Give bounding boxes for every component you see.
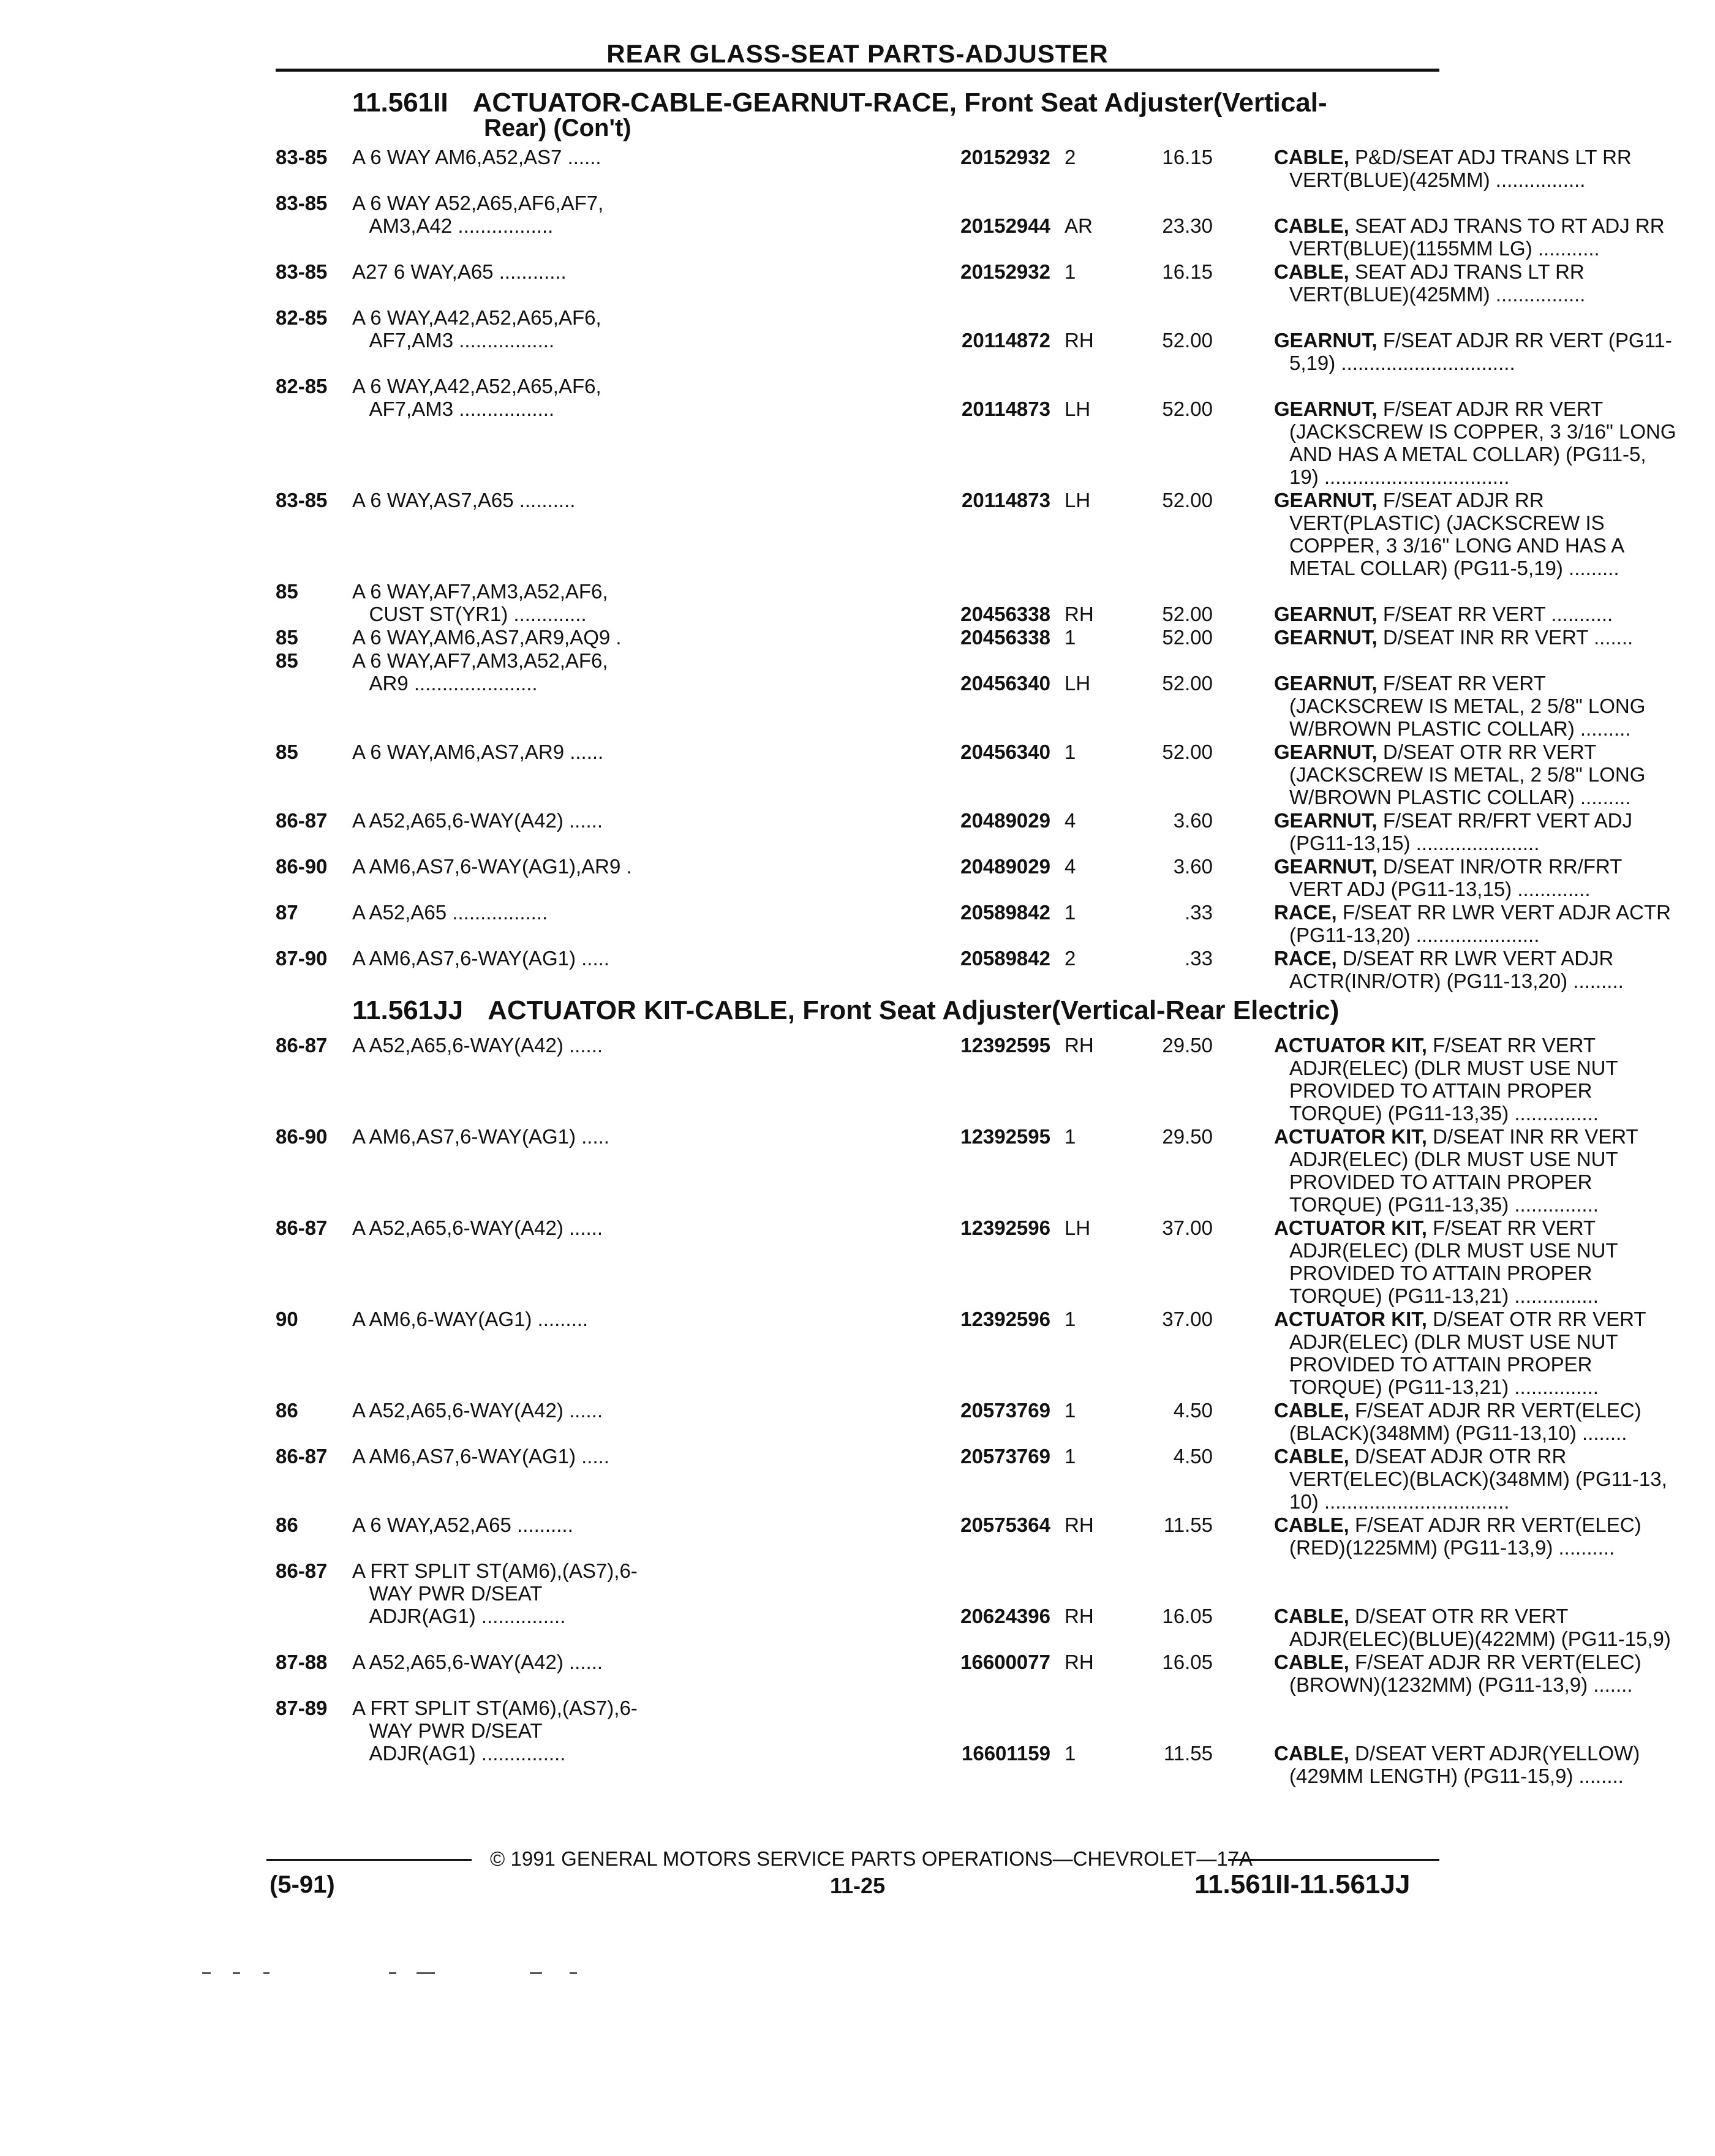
year-cell: 90	[276, 1308, 298, 1330]
application-cell: A A52,A65,6-WAY(A42) ......	[352, 1651, 603, 1673]
quantity-cell: RH	[1065, 1034, 1094, 1057]
price-cell: 16.15	[1162, 146, 1213, 168]
price-cell: 16.15	[1162, 260, 1213, 283]
application-cell: A A52,A65,6-WAY(A42) ......	[352, 1399, 603, 1422]
year-cell: 87-90	[276, 947, 328, 970]
year-cell: 86	[276, 1399, 298, 1422]
quantity-cell: LH	[1065, 489, 1091, 511]
description-text: D/SEAT INR RR VERT .......	[1377, 626, 1634, 649]
footer-rule-left	[266, 1859, 472, 1861]
description-text: D/SEAT OTR RR VERT	[1427, 1308, 1646, 1330]
description-cell	[1274, 1605, 1715, 1650]
description-part-name: ACTUATOR KIT,	[1274, 1034, 1427, 1057]
header-rule	[276, 69, 1439, 72]
section1-title-line2: Rear) (Con't)	[484, 115, 631, 141]
description-part-name: CABLE,	[1274, 1651, 1349, 1673]
application-cell: A A52,A65,6-WAY(A42) ......	[352, 1034, 603, 1057]
part-number-cell: 20114873	[961, 398, 1050, 420]
description-cell	[1274, 260, 1715, 306]
quantity-cell: 1	[1065, 1125, 1076, 1148]
description-cell	[1274, 1308, 1715, 1398]
description-continuation: VERT(BLUE)(1155MM LG) ...........	[1289, 237, 1600, 260]
description-continuation: 5,19) ...............................	[1289, 352, 1515, 374]
description-text: D/SEAT INR/OTR RR/FRT	[1377, 855, 1623, 878]
description-cell	[1274, 214, 1715, 260]
year-cell: 86-90	[276, 855, 328, 878]
year-cell: 82-85	[276, 375, 328, 398]
description-text: D/SEAT OTR RR VERT	[1377, 741, 1597, 763]
application-cell: A27 6 WAY,A65 ............	[352, 260, 567, 283]
description-continuation: (BROWN)(1232MM) (PG11-13,9) .......	[1289, 1673, 1633, 1696]
description-continuation: VERT(PLASTIC) (JACKSCREW IS COPPER, 3 3/16" LONG AND HAS A METAL COLLAR) (PG11-5,19) .........	[1289, 511, 1625, 579]
description-continuation: (JACKSCREW IS METAL, 2 5/8" LONG W/BROWN PLASTIC COLLAR) .........	[1289, 695, 1646, 740]
description-cell	[1274, 855, 1715, 900]
description-part-name: GEARNUT,	[1274, 603, 1378, 625]
description-part-name: GEARNUT,	[1274, 626, 1378, 649]
application-cell: A 6 WAY,A52,A65 ..........	[352, 1513, 573, 1536]
description-continuation: ACTR(INR/OTR) (PG11-13,20) .........	[1289, 970, 1624, 992]
quantity-cell: 1	[1065, 901, 1076, 924]
application-cell: A AM6,6-WAY(AG1) .........	[352, 1308, 589, 1330]
quantity-cell: 1	[1065, 1742, 1076, 1765]
price-cell: 3.60	[1173, 809, 1213, 832]
price-cell: 52.00	[1162, 398, 1213, 420]
part-number-cell: 20456338	[960, 626, 1050, 649]
year-cell: 87-88	[276, 1651, 328, 1673]
quantity-cell: RH	[1065, 1651, 1094, 1673]
description-text: F/SEAT RR VERT	[1377, 672, 1546, 695]
description-part-name: RACE,	[1274, 901, 1337, 924]
description-part-name: CABLE,	[1274, 146, 1349, 168]
year-cell: 86	[276, 1513, 298, 1536]
part-number-cell: 20624396	[960, 1605, 1050, 1627]
description-continuation: ADJR(ELEC)(BLUE)(422MM) (PG11-15,9)	[1289, 1627, 1671, 1650]
scan-specks	[196, 1972, 625, 1978]
part-number-cell: 16600077	[960, 1651, 1050, 1673]
description-part-name: GEARNUT,	[1274, 398, 1378, 420]
price-cell: .33	[1185, 901, 1213, 924]
description-part-name: CABLE,	[1274, 1742, 1349, 1765]
description-part-name: CABLE,	[1274, 1445, 1349, 1468]
part-number-cell: 12392596	[960, 1308, 1050, 1330]
part-number-cell: 20589842	[960, 901, 1050, 924]
description-part-name: GEARNUT,	[1274, 855, 1378, 878]
application-cell: A 6 WAY,A42,A52,A65,AF6, AF7,AM3 .................	[352, 306, 601, 352]
quantity-cell: 1	[1065, 1445, 1076, 1468]
description-cell	[1274, 1216, 1715, 1307]
description-cell	[1274, 1651, 1715, 1696]
description-cell	[1274, 1034, 1715, 1125]
price-cell: 29.50	[1162, 1034, 1213, 1057]
price-cell: 52.00	[1162, 741, 1213, 763]
quantity-cell: LH	[1065, 398, 1091, 420]
description-text: F/SEAT RR VERT	[1427, 1034, 1596, 1057]
part-number-cell: 20456338	[960, 603, 1050, 625]
part-number-cell: 12392595	[960, 1034, 1050, 1057]
description-text: F/SEAT RR VERT	[1427, 1216, 1596, 1239]
description-part-name: GEARNUT,	[1274, 329, 1378, 352]
description-part-name: GEARNUT,	[1274, 741, 1378, 763]
description-part-name: RACE,	[1274, 947, 1337, 970]
price-cell: 52.00	[1162, 329, 1213, 352]
description-continuation: (JACKSCREW IS COPPER, 3 3/16" LONG AND HAS A METAL COLLAR) (PG11-5, 19) .................................	[1289, 420, 1676, 488]
description-text: D/SEAT OTR RR VERT	[1349, 1605, 1569, 1627]
description-cell	[1274, 146, 1715, 191]
description-cell	[1274, 672, 1715, 740]
application-cell: A 6 WAY,AM6,AS7,AR9,AQ9 .	[352, 626, 622, 649]
price-cell: 3.60	[1173, 855, 1213, 878]
year-cell: 86-87	[276, 809, 328, 832]
quantity-cell: LH	[1065, 1216, 1091, 1239]
section1-title-line1: ACTUATOR-CABLE-GEARNUT-RACE, Front Seat Adjuster(Vertical-	[472, 88, 1327, 118]
price-cell: 37.00	[1162, 1308, 1213, 1330]
price-cell: 52.00	[1162, 489, 1213, 511]
description-cell	[1274, 1125, 1715, 1216]
quantity-cell: 1	[1065, 626, 1076, 649]
price-cell: 11.55	[1163, 1513, 1213, 1536]
description-text: D/SEAT INR RR VERT	[1427, 1125, 1638, 1148]
application-cell: A A52,A65,6-WAY(A42) ......	[352, 809, 603, 832]
price-cell: 11.55	[1163, 1742, 1213, 1765]
application-cell: A AM6,AS7,6-WAY(AG1) .....	[352, 1125, 609, 1148]
price-cell: .33	[1185, 947, 1213, 970]
description-text: P&D/SEAT ADJ TRANS LT RR	[1349, 146, 1632, 168]
quantity-cell: 1	[1065, 1399, 1076, 1422]
application-cell: A 6 WAY,AS7,A65 ..........	[352, 489, 576, 511]
description-part-name: ACTUATOR KIT,	[1274, 1125, 1427, 1148]
application-cell: A 6 WAY A52,A65,AF6,AF7, AM3,A42 .................	[352, 192, 604, 237]
description-continuation: VERT(BLUE)(425MM) ................	[1289, 168, 1586, 191]
description-cell	[1274, 1513, 1715, 1559]
year-cell: 83-85	[276, 192, 328, 214]
application-cell: A 6 WAY AM6,A52,AS7 ......	[352, 146, 601, 168]
quantity-cell: RH	[1065, 329, 1094, 352]
section2-title	[352, 995, 1455, 1025]
year-cell: 86-87	[276, 1034, 328, 1057]
description-text: F/SEAT RR LWR VERT ADJR ACTR	[1336, 901, 1671, 924]
description-text: D/SEAT ADJR OTR RR	[1349, 1445, 1567, 1468]
description-continuation: (PG11-13,20) ......................	[1289, 924, 1540, 946]
description-cell	[1274, 947, 1715, 992]
year-cell: 83-85	[276, 146, 328, 168]
description-cell	[1274, 1399, 1715, 1444]
description-cell	[1274, 329, 1715, 374]
description-continuation: ADJR(ELEC) (DLR MUST USE NUT PROVIDED TO ATTAIN PROPER TORQUE) (PG11-13,35) ...............	[1289, 1057, 1618, 1125]
quantity-cell: LH	[1065, 672, 1091, 695]
part-number-cell: 20152944	[960, 214, 1050, 237]
description-text: F/SEAT ADJR RR VERT (PG11-	[1377, 329, 1672, 352]
year-cell: 83-85	[276, 260, 328, 283]
description-text: F/SEAT RR/FRT VERT ADJ	[1377, 809, 1632, 832]
section1-title	[352, 88, 1455, 141]
description-continuation: (PG11-13,15) ......................	[1289, 832, 1540, 854]
price-cell: 4.50	[1173, 1445, 1213, 1468]
part-number-cell: 12392595	[960, 1125, 1050, 1148]
application-cell: A A52,A65 .................	[352, 901, 548, 924]
part-number-cell: 20456340	[960, 672, 1050, 695]
description-continuation: ADJR(ELEC) (DLR MUST USE NUT PROVIDED TO ATTAIN PROPER TORQUE) (PG11-13,21) ...............	[1289, 1330, 1618, 1398]
price-cell: 37.00	[1162, 1216, 1213, 1239]
footer-page-number: 11-25	[830, 1873, 886, 1898]
price-cell: 16.05	[1162, 1651, 1213, 1673]
year-cell: 86-90	[276, 1125, 328, 1148]
description-continuation: ADJR(ELEC) (DLR MUST USE NUT PROVIDED TO ATTAIN PROPER TORQUE) (PG11-13,21) ...............	[1289, 1239, 1618, 1307]
quantity-cell: 4	[1065, 809, 1076, 832]
price-cell: 29.50	[1162, 1125, 1213, 1148]
application-cell: A 6 WAY,AM6,AS7,AR9 ......	[352, 741, 604, 763]
year-cell: 86-87	[276, 1216, 328, 1239]
year-cell: 87	[276, 901, 298, 924]
description-cell	[1274, 626, 1715, 649]
part-number-cell: 20573769	[960, 1445, 1050, 1468]
application-cell: A AM6,AS7,6-WAY(AG1) .....	[352, 1445, 609, 1468]
application-cell: A 6 WAY,A42,A52,A65,AF6, AF7,AM3 .................	[352, 375, 601, 420]
description-text: F/SEAT ADJR RR VERT(ELEC)	[1349, 1399, 1642, 1422]
quantity-cell: 2	[1065, 947, 1076, 970]
part-number-cell: 20573769	[960, 1399, 1050, 1422]
description-cell	[1274, 809, 1715, 854]
description-continuation: (JACKSCREW IS METAL, 2 5/8" LONG W/BROWN PLASTIC COLLAR) .........	[1289, 763, 1646, 809]
description-text: D/SEAT VERT ADJR(YELLOW)	[1349, 1742, 1640, 1765]
description-continuation: (429MM LENGTH) (PG11-15,9) ........	[1289, 1765, 1624, 1787]
description-continuation: VERT ADJ (PG11-13,15) .............	[1289, 878, 1591, 900]
description-part-name: CABLE,	[1274, 1605, 1349, 1627]
quantity-cell: 1	[1065, 1308, 1076, 1330]
part-number-cell: 20152932	[960, 260, 1050, 283]
year-cell: 83-85	[276, 489, 328, 511]
description-continuation: VERT(ELEC)(BLACK)(348MM) (PG11-13, 10) .................................	[1289, 1468, 1667, 1513]
description-cell	[1274, 1445, 1715, 1513]
application-cell: A AM6,AS7,6-WAY(AG1),AR9 .	[352, 855, 632, 878]
price-cell: 23.30	[1162, 214, 1213, 237]
part-number-cell: 20152932	[960, 146, 1050, 168]
description-part-name: ACTUATOR KIT,	[1274, 1308, 1427, 1330]
part-number-cell: 20489029	[960, 855, 1050, 878]
quantity-cell: RH	[1065, 1513, 1094, 1536]
description-text: F/SEAT RR VERT ...........	[1377, 603, 1613, 625]
description-text: SEAT ADJ TRANS LT RR	[1349, 260, 1585, 283]
description-continuation: ADJR(ELEC) (DLR MUST USE NUT PROVIDED TO ATTAIN PROPER TORQUE) (PG11-13,35) ...............	[1289, 1148, 1618, 1216]
description-cell	[1274, 489, 1715, 579]
year-cell: 86-87	[276, 1445, 328, 1468]
year-cell: 85	[276, 741, 298, 763]
quantity-cell: 4	[1065, 855, 1076, 878]
description-cell	[1274, 741, 1715, 809]
application-cell: A FRT SPLIT ST(AM6),(AS7),6- WAY PWR D/SEAT ADJR(AG1) ...............	[352, 1697, 638, 1765]
footer-rule-right	[1228, 1859, 1439, 1861]
part-number-cell: 20589842	[960, 947, 1050, 970]
description-cell	[1274, 1742, 1715, 1787]
description-part-name: CABLE,	[1274, 1399, 1349, 1422]
description-cell	[1274, 603, 1715, 625]
price-cell: 16.05	[1162, 1605, 1213, 1627]
quantity-cell: RH	[1065, 603, 1094, 625]
application-cell: A FRT SPLIT ST(AM6),(AS7),6- WAY PWR D/SEAT ADJR(AG1) ...............	[352, 1559, 638, 1627]
part-number-cell: 20575364	[960, 1513, 1050, 1536]
description-part-name: GEARNUT,	[1274, 489, 1378, 511]
quantity-cell: 1	[1065, 741, 1076, 763]
quantity-cell: 1	[1065, 260, 1076, 283]
part-number-cell: 20114872	[961, 329, 1050, 352]
description-continuation: (RED)(1225MM) (PG11-13,9) ..........	[1289, 1536, 1615, 1559]
application-cell: A AM6,AS7,6-WAY(AG1) .....	[352, 947, 609, 970]
section1-code: 11.561II	[352, 88, 448, 118]
price-cell: 52.00	[1162, 672, 1213, 695]
description-text: F/SEAT ADJR RR VERT(ELEC)	[1349, 1651, 1642, 1673]
price-cell: 52.00	[1162, 603, 1213, 625]
footer-range: 11.561II-11.561JJ	[1194, 1869, 1411, 1899]
year-cell: 82-85	[276, 306, 328, 329]
section2-code: 11.561JJ	[352, 995, 464, 1025]
part-number-cell: 20114873	[961, 489, 1050, 511]
quantity-cell: 2	[1065, 146, 1076, 168]
application-cell: A A52,A65,6-WAY(A42) ......	[352, 1216, 603, 1239]
description-cell	[1274, 398, 1715, 488]
application-cell: A 6 WAY,AF7,AM3,A52,AF6, CUST ST(YR1) .............	[352, 580, 608, 625]
year-cell: 85	[276, 580, 298, 603]
description-continuation: (BLACK)(348MM) (PG11-13,10) ........	[1289, 1422, 1627, 1444]
description-part-name: CABLE,	[1274, 214, 1349, 237]
footer-date: (5-91)	[270, 1871, 335, 1898]
description-text: D/SEAT RR LWR VERT ADJR	[1336, 947, 1614, 970]
year-cell: 85	[276, 626, 298, 649]
description-part-name: GEARNUT,	[1274, 672, 1378, 695]
description-continuation: VERT(BLUE)(425MM) ................	[1289, 283, 1586, 306]
year-cell: 85	[276, 649, 298, 672]
quantity-cell: AR	[1065, 214, 1093, 237]
year-cell: 87-89	[276, 1697, 328, 1719]
description-cell	[1274, 901, 1715, 946]
part-number-cell: 12392596	[960, 1216, 1050, 1239]
description-text: F/SEAT ADJR RR VERT	[1377, 398, 1604, 420]
quantity-cell: RH	[1065, 1605, 1094, 1627]
part-number-cell: 16601159	[961, 1742, 1050, 1765]
description-part-name: CABLE,	[1274, 260, 1349, 283]
part-number-cell: 20456340	[960, 741, 1050, 763]
application-cell: A 6 WAY,AF7,AM3,A52,AF6, AR9 ......................	[352, 649, 608, 695]
section2-title-line1: ACTUATOR KIT-CABLE, Front Seat Adjuster(Vertical-Rear Electric)	[488, 995, 1340, 1025]
price-cell: 52.00	[1162, 626, 1213, 649]
description-text: F/SEAT ADJR RR VERT(ELEC)	[1349, 1513, 1642, 1536]
description-text: SEAT ADJ TRANS TO RT ADJ RR	[1349, 214, 1665, 237]
description-part-name: ACTUATOR KIT,	[1274, 1216, 1427, 1239]
description-text: F/SEAT ADJR RR	[1377, 489, 1544, 511]
footer-copyright: © 1991 GENERAL MOTORS SERVICE PARTS OPERATIONS—CHEVROLET—17A	[490, 1847, 1253, 1870]
part-number-cell: 20489029	[960, 809, 1050, 832]
year-cell: 86-87	[276, 1559, 328, 1582]
description-part-name: GEARNUT,	[1274, 809, 1378, 832]
page-header-title: REAR GLASS-SEAT PARTS-ADJUSTER	[606, 39, 1109, 68]
description-part-name: CABLE,	[1274, 1513, 1349, 1536]
price-cell: 4.50	[1173, 1399, 1213, 1422]
